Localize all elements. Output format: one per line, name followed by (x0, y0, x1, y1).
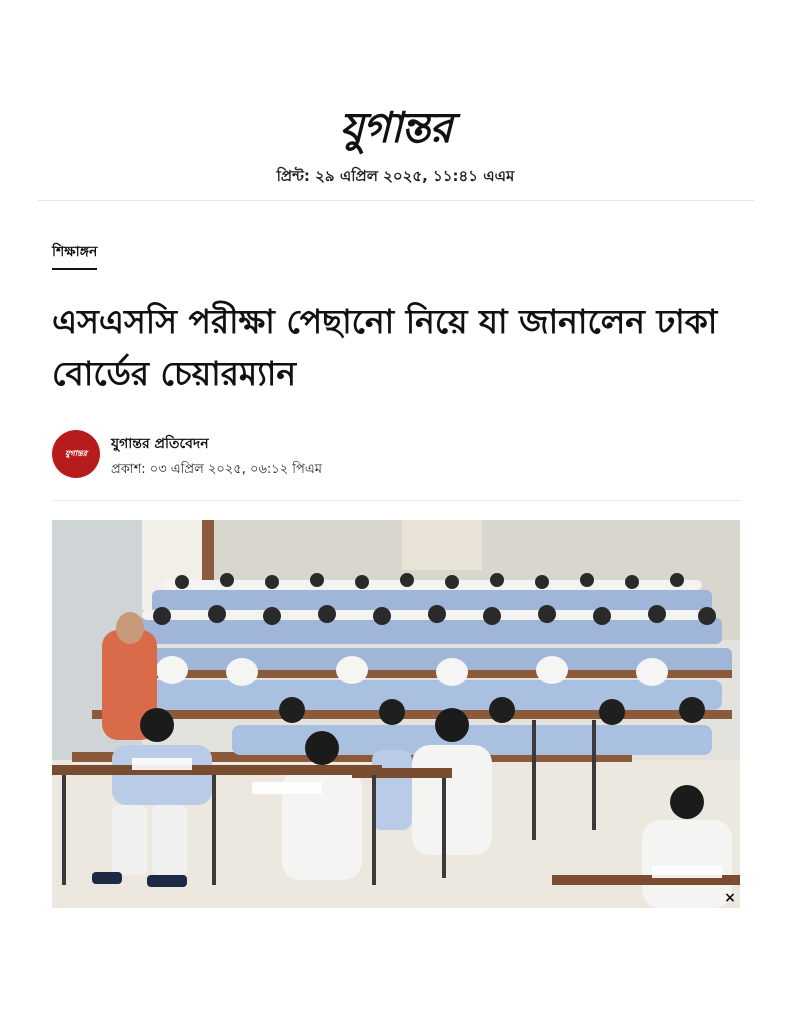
masthead (0, 100, 791, 156)
print-date: প্রিন্ট: ২৯ এপ্রিল ২০২৫, ১১:৪১ এএম (276, 167, 515, 185)
close-icon[interactable]: × (724, 890, 736, 906)
category-link[interactable]: শিক্ষাঙ্গন (52, 240, 97, 270)
publish-date: প্রকাশ: ০৩ এপ্রিল ২০২৫, ০৬:১২ পিএম (111, 462, 322, 477)
exam-hall-illustration (52, 520, 740, 908)
avatar-logo: যুগান্তর (64, 447, 88, 458)
author-name[interactable]: যুগান্তর প্রতিবেদন (111, 436, 209, 452)
header-divider (38, 200, 754, 201)
meta-divider (52, 500, 742, 501)
site-logo[interactable]: যুগান্তর (339, 103, 452, 152)
author-avatar (52, 430, 100, 478)
article-headline: এসএসসি পরীক্ষা পেছানো নিয়ে যা জানালেন ঢাকা বোর্ডের চেয়ারম্যান (52, 302, 718, 393)
article-photo (52, 520, 740, 908)
